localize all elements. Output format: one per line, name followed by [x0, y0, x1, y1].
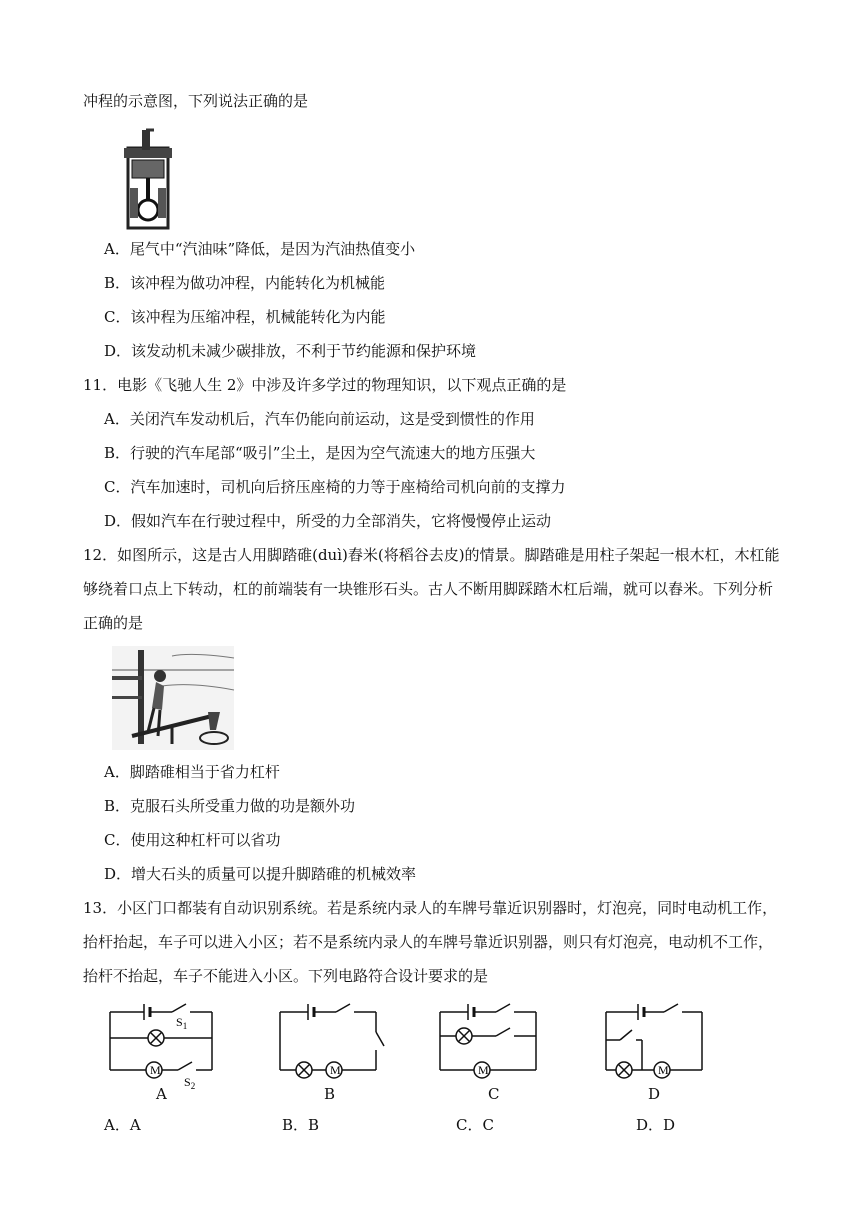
q10-option-d: D．该发动机未减少碳排放，不利于节约能源和保护环境 [104, 342, 477, 360]
q13-answer-d: D．D [636, 1116, 676, 1134]
q10-option-b: B．该冲程为做功冲程，内能转化为机械能 [104, 274, 386, 292]
circuit-diagrams [100, 996, 720, 1091]
s2-label-a: $S_2$ [184, 1075, 196, 1091]
q11-option-d: D．假如汽车在行驶过程中，所受的力全部消失，它将慢慢停止运动 [104, 512, 552, 530]
q12-stem-line-3: 正确的是 [83, 614, 144, 632]
circuit-label-d: D [648, 1085, 661, 1103]
foot-pestle-illustration [112, 646, 234, 750]
q12-option-b: B．克服石头所受重力做的功是额外功 [104, 797, 356, 815]
q11-option-b: B．行驶的汽车尾部“吸引”尘土，是因为空气流速大的地方压强大 [104, 444, 536, 462]
q10-option-a: A．尾气中“汽油味”降低，是因为汽油热值变小 [104, 240, 416, 258]
circuit-label-a: A [156, 1085, 167, 1103]
q11-stem: 11．电影《飞驰人生 2》中涉及许多学过的物理知识，以下观点正确的是 [83, 376, 567, 394]
motor-label-d: M [658, 1063, 669, 1077]
q13-answer-a: A．A [104, 1116, 141, 1134]
circuit-label-b: B [324, 1085, 336, 1103]
circuit-a [110, 1004, 212, 1078]
q10-option-c: C．该冲程为压缩冲程，机械能转化为内能 [104, 308, 386, 326]
q12-option-a: A．脚踏碓相当于省力杠杆 [104, 763, 280, 781]
motor-label-b: M [330, 1063, 341, 1077]
q10-stem-tail: 冲程的示意图，下列说法正确的是 [83, 92, 309, 110]
q11-option-c: C．汽车加速时，司机向后挤压座椅的力等于座椅给司机向前的支撑力 [104, 478, 566, 496]
q13-stem-line-3: 抬杆不抬起，车子不能进入小区。下列电路符合设计要求的是 [83, 967, 489, 985]
q13-answer-c: C．C [456, 1116, 494, 1134]
q13-answer-b: B．B [282, 1116, 320, 1134]
q12-stem-line-2: 够绕着口点上下转动，杠的前端装有一块锥形石头。古人不断用脚踩踏木杠后端，就可以舂米。下列分析 [83, 580, 774, 598]
q11-option-a: A．关闭汽车发动机后，汽车仍能向前运动，这是受到惯性的作用 [104, 410, 535, 428]
q12-option-c: C．使用这种杠杆可以省功 [104, 831, 281, 849]
circuit-d [606, 1004, 702, 1078]
motor-label-c: M [478, 1063, 489, 1077]
circuit-label-c: C [488, 1085, 500, 1103]
engine-stroke-figure [118, 128, 178, 230]
q13-stem-line-1: 13．小区门口都装有自动识别系统。若是系统内录人的车牌号靠近识别器时，灯泡亮，同时电动机工作， [83, 899, 778, 917]
q12-option-d: D．增大石头的质量可以提升脚踏碓的机械效率 [104, 865, 417, 883]
motor-label-a: M [150, 1063, 161, 1077]
s1-label-a: $S_1$ [176, 1015, 188, 1031]
q13-stem-line-2: 抬杆抬起，车子可以进入小区；若不是系统内录人的车牌号靠近识别器，则只有灯泡亮，电动机不工作， [83, 933, 774, 951]
q12-stem-line-1: 12．如图所示，这是古人用脚踏碓(duì)舂米(将稻谷去皮)的情景。脚踏碓是用柱子架起一根木杠，木杠能 [83, 546, 780, 564]
